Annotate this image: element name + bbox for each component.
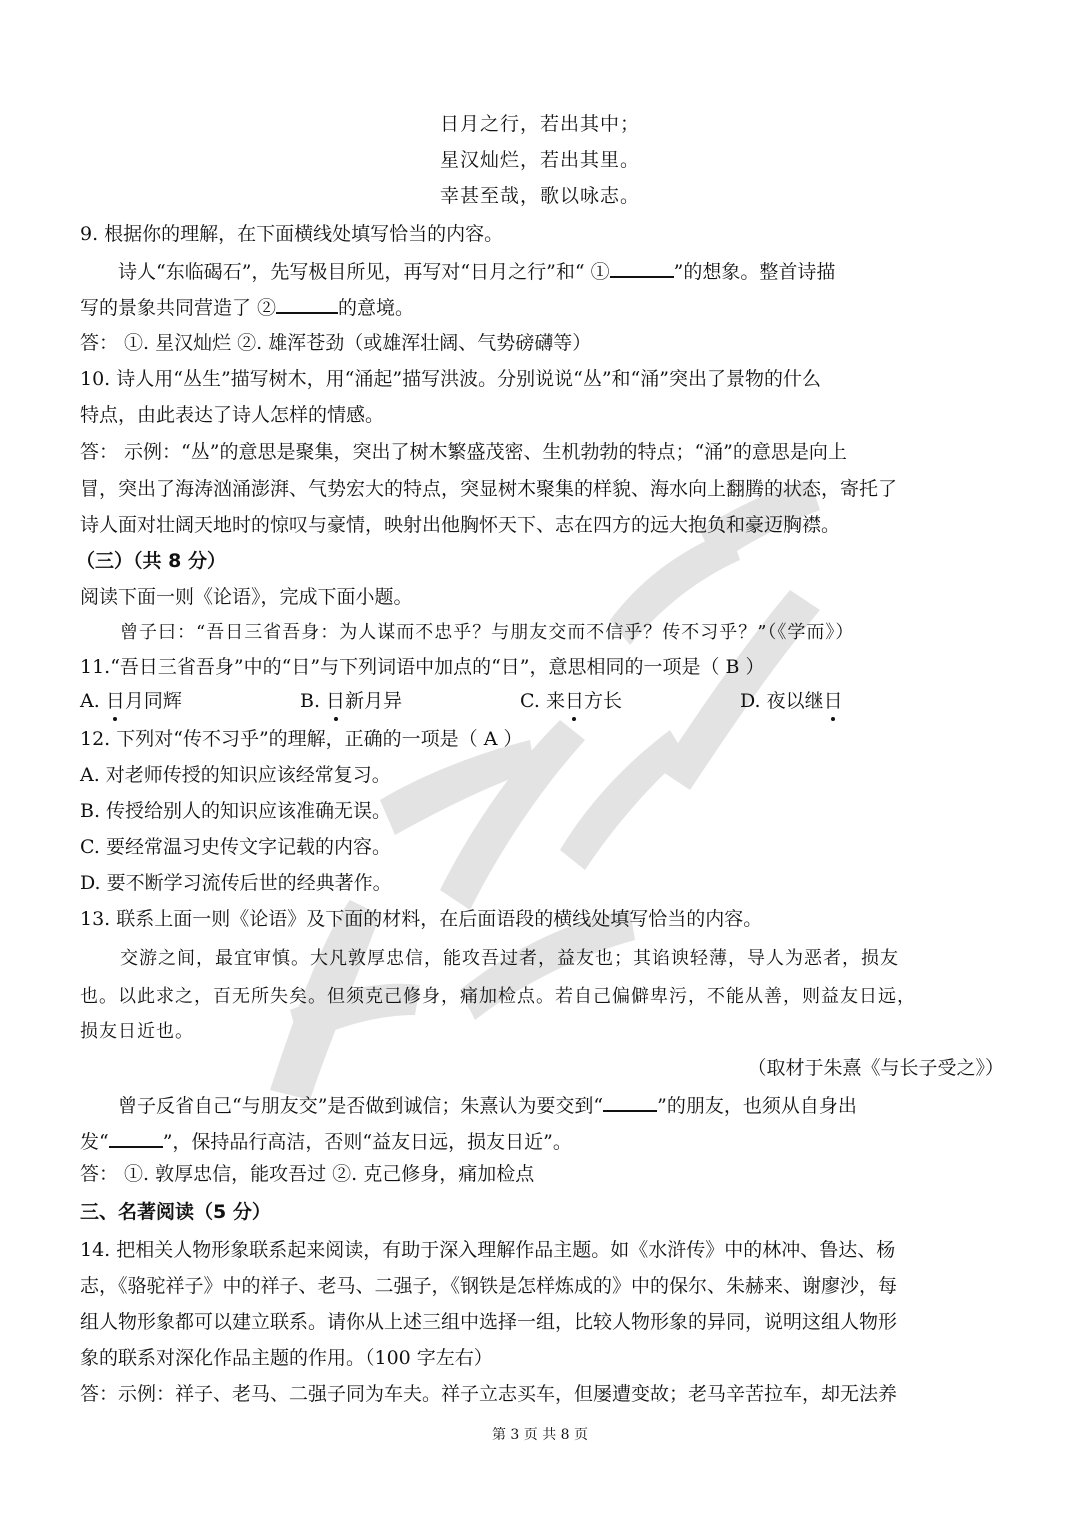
material-text: 损友日近也。: [80, 1021, 194, 1042]
poem-line: 星汉灿烂，若出其里。: [439, 149, 640, 171]
material-source: （取材于朱熹《与长子受之》）: [747, 1057, 1004, 1079]
q9-text-part: 诗人“东临碣石”，先写极目所见，再写对“日月之行”和“ ①: [118, 261, 610, 283]
question-10-answer: 冒，突出了海涛汹涌澎湃、气势宏大的特点，突显树木聚集的样貌、海水向上翻腾的状态，寄托了: [80, 478, 898, 500]
q13-text-part: 发“: [80, 1131, 109, 1153]
option-c: C. 要经常温习史传文字记载的内容。: [80, 836, 391, 858]
question-9-stem: 9. 根据你的理解，在下面横线处填写恰当的内容。: [80, 223, 504, 245]
option-text: 方长: [583, 690, 622, 712]
option-label: D. 夜以继: [740, 690, 824, 712]
question-10-answer: 诗人面对壮阔天地时的惊叹与豪情，映射出他胸怀天下、志在四方的远大抱负和豪迈胸襟。: [80, 514, 841, 536]
question-13-text: [118, 1092, 857, 1118]
dotted-char: 日: [105, 690, 125, 712]
option-d: D. 要不断学习流传后世的经典著作。: [80, 872, 392, 894]
poem-line: 幸甚至哉，歌以咏志。: [439, 185, 640, 207]
fill-blank: [109, 1128, 163, 1148]
option-text: 月同辉: [124, 690, 182, 712]
option-d: [740, 689, 843, 713]
option-c: [520, 689, 622, 713]
option-label: C. 来: [520, 690, 565, 712]
watermark-calligraphy: [230, 470, 850, 1110]
lunyu-quote: 曾子曰：“吾日三省吾身：为人谋而不忠乎？与朋友交而不信乎？传不习乎？”（《学而》）: [120, 622, 855, 643]
option-text: 新月异: [345, 690, 403, 712]
option-a: [80, 689, 182, 713]
section-intro: 阅读下面一则《论语》，完成下面小题。: [80, 586, 413, 608]
dotted-char: 日: [564, 690, 584, 712]
section-heading: （三）（共 8 分）: [76, 550, 226, 572]
q13-text-part: ”，保持品行高洁，否则“益友日远，损友日近”。: [162, 1131, 572, 1153]
material-text: 交游之间，最宜审慎。大凡敦厚忠信，能攻吾过者，益友也；其谄谀轻薄，导人为恶者，损友: [120, 948, 899, 969]
question-10-answer: 答： 示例：“丛”的意思是聚集，突出了树木繁盛茂密、生机勃勃的特点；“涌”的意思是向上: [80, 441, 847, 463]
dotted-char: 日: [823, 690, 843, 712]
question-10-stem: 特点，由此表达了诗人怎样的情感。: [80, 404, 385, 426]
question-13-text: [80, 1128, 572, 1154]
question-9-text: [118, 258, 835, 284]
fill-blank: [610, 258, 674, 278]
question-14-answer: 答：示例：祥子、老马、二强子同为车夫。祥子立志买车，但屡遭变故；老马辛苦拉车，却无法养: [80, 1383, 898, 1405]
question-10-stem: 10. 诗人用“丛生”描写树木，用“涌起”描写洪波。分别说说“丛”和“涌”突出了景物的什么: [80, 368, 821, 390]
q13-text-part: ”的朋友，也须从自身出: [657, 1095, 857, 1117]
option-label: A.: [80, 690, 106, 712]
page-number: 第 3 页 共 8 页: [491, 1427, 589, 1443]
question-9-answer: 答： ①. 星汉灿烂 ②. 雄浑苍劲（或雄浑壮阔、气势磅礴等）: [80, 332, 592, 354]
question-14-stem: 14. 把相关人物形象联系起来阅读，有助于深入理解作品主题。如《水浒传》中的林冲、鲁达、杨: [80, 1239, 896, 1261]
option-b: [300, 689, 402, 713]
question-13-answer: 答： ①. 敦厚忠信，能攻吾过 ②. 克己修身，痛加检点: [80, 1163, 535, 1185]
question-11-stem: 11.“吾日三省吾身”中的“日”与下列词语中加点的“日”，意思相同的一项是（ B ）: [80, 656, 765, 678]
question-13-stem: 13. 联系上面一则《论语》及下面的材料，在后面语段的横线处填写恰当的内容。: [80, 908, 763, 930]
option-label: B.: [300, 690, 327, 712]
q9-text-part: ”的想象。整首诗描: [673, 261, 836, 283]
q9-text-part: 的意境。: [338, 297, 415, 319]
dotted-char: 日: [326, 690, 346, 712]
question-12-stem: 12. 下列对“传不习乎”的理解，正确的一项是（ A ）: [80, 728, 523, 750]
poem-line: 日月之行，若出其中；: [439, 113, 640, 135]
fill-blank: [603, 1092, 657, 1112]
material-text: 也。以此求之，百无所失矣。但须克己修身，痛加检点。若自己偏僻卑污，不能从善，则益友日远，: [80, 986, 916, 1007]
option-a: A. 对老师传授的知识应该经常复习。: [80, 764, 391, 786]
question-9-text: [80, 294, 414, 320]
fill-blank: [276, 294, 338, 314]
section-heading: 三、名著阅读（5 分）: [80, 1201, 271, 1223]
question-14-stem: 志，《骆驼祥子》中的祥子、老马、二强子，《钢铁是怎样炼成的》中的保尔、朱赫来、谢廖沙，每: [80, 1275, 898, 1297]
q13-text-part: 曾子反省自己“与朋友交”是否做到诚信；朱熹认为要交到“: [118, 1095, 604, 1117]
question-14-stem: 组人物形象都可以建立联系。请你从上述三组中选择一组，比较人物形象的异同，说明这组人物形: [80, 1311, 898, 1333]
question-14-stem: 象的联系对深化作品主题的作用。（100 字左右）: [80, 1347, 493, 1369]
option-b: B. 传授给别人的知识应该准确无误。: [80, 800, 392, 822]
q9-text-part: 写的景象共同营造了 ②: [80, 297, 277, 319]
